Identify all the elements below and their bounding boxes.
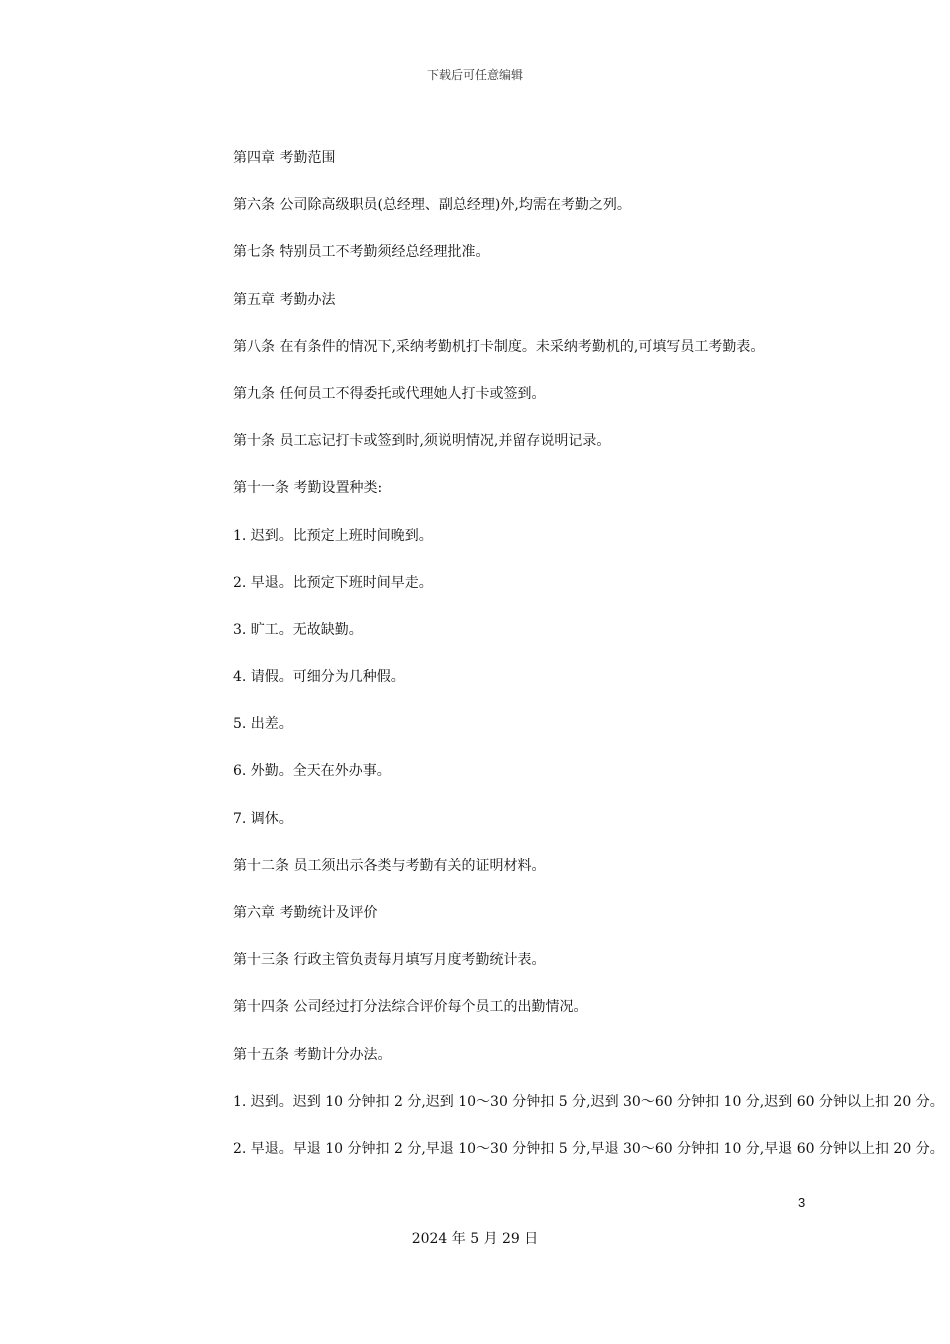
chapter-heading: 第六章 考勤统计及评价	[233, 905, 378, 921]
list-item: 1. 迟到。比预定上班时间晚到。	[233, 527, 433, 544]
chapter-heading: 第五章 考勤办法	[233, 291, 336, 308]
article-paragraph: 第八条 在有条件的情况下,采纳考勤机打卡制度。未采纳考勤机的,可填写员工考勤表。	[233, 338, 765, 355]
list-item: 2. 早退。比预定下班时间早走。	[233, 574, 433, 591]
footer-date: 2024 年 5 月 29 日	[411, 1231, 539, 1247]
list-item: 2. 早退。早退 10 分钟扣 2 分,早退 10～30 分钟扣 5 分,早退 30～60 分钟扣 10 分,早退 60 分钟以上扣 20 分。	[233, 1140, 944, 1157]
page-header: 下载后可任意编辑	[426, 68, 523, 82]
list-item: 4. 请假。可细分为几种假。	[233, 669, 405, 686]
list-item: 3. 旷工。无故缺勤。	[233, 621, 363, 638]
chapter-heading: 第四章 考勤范围	[233, 150, 336, 166]
article-paragraph: 第九条 任何员工不得委托或代理她人打卡或签到。	[233, 385, 546, 402]
article-paragraph: 第六条 公司除高级职员(总经理、副总经理)外,均需在考勤之列。	[233, 197, 631, 214]
article-paragraph: 第七条 特别员工不考勤须经总经理批准。	[233, 244, 490, 261]
list-item: 5. 出差。	[233, 716, 293, 733]
article-paragraph: 第十一条 考勤设置种类:	[233, 480, 383, 497]
list-item: 1. 迟到。迟到 10 分钟扣 2 分,迟到 10～30 分钟扣 5 分,迟到 30～60 分钟扣 10 分,迟到 60 分钟以上扣 20 分。	[233, 1093, 944, 1110]
article-paragraph: 第十四条 公司经过打分法综合评价每个员工的出勤情况。	[233, 999, 588, 1016]
article-paragraph: 第十三条 行政主管负责每月填写月度考勤统计表。	[233, 952, 546, 969]
list-item: 7. 调休。	[233, 810, 293, 827]
article-paragraph: 第十二条 员工须出示各类与考勤有关的证明材料。	[233, 857, 546, 874]
list-item: 6. 外勤。全天在外办事。	[233, 763, 391, 780]
article-paragraph: 第十五条 考勤计分办法。	[233, 1046, 392, 1063]
page-number: 3	[798, 1195, 806, 1210]
article-paragraph: 第十条 员工忘记打卡或签到时,须说明情况,并留存说明记录。	[233, 433, 611, 450]
document-body	[233, 148, 944, 1186]
